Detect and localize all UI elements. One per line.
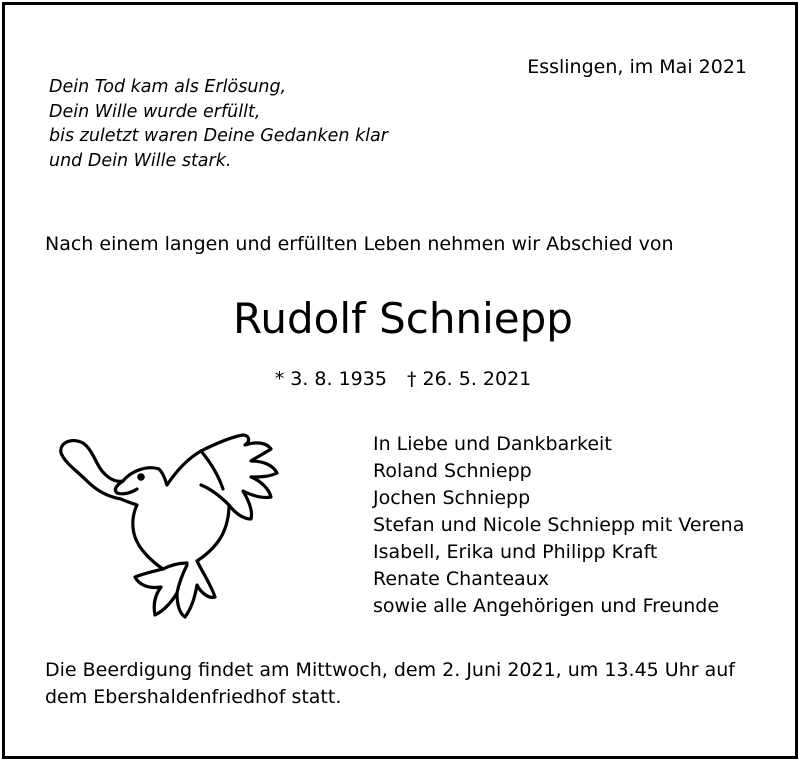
mourner-name: Roland Schniepp — [373, 460, 532, 482]
poem-line: und Dein Wille stark. — [49, 150, 232, 171]
intro-text: Nach einem langen und erfüllten Leben nehmen wir Abschied von — [45, 233, 674, 255]
dove-icon — [51, 433, 291, 619]
poem-line: Dein Wille wurde erfüllt, — [49, 101, 261, 122]
mourner-name: Jochen Schniepp — [373, 487, 531, 509]
poem — [49, 75, 388, 173]
mourners-list — [373, 431, 744, 620]
obituary-notice — [2, 2, 798, 759]
mourner-name: sowie alle Angehörigen und Freunde — [373, 595, 720, 617]
mourner-name: Stefan und Nicole Schniepp mit Verena — [373, 514, 745, 536]
life-dates — [5, 367, 800, 391]
birth-date: * 3. 8. 1935 — [274, 368, 387, 390]
poem-line: bis zuletzt waren Deine Gedanken klar — [49, 126, 388, 146]
dateline: Esslingen, im Mai 2021 — [527, 56, 747, 78]
mourner-name: Renate Chanteaux — [373, 568, 549, 590]
funeral-line: dem Ebershaldenfriedhof statt. — [45, 686, 342, 708]
funeral-line: Die Beerdigung findet am Mittwoch, dem 2. Juni 2021, um 13.45 Uhr auf — [45, 659, 735, 681]
poem-line: Dein Tod kam als Erlösung, — [49, 77, 287, 97]
mourner-name: Isabell, Erika und Philipp Kraft — [373, 541, 658, 563]
deceased-name: Rudolf Schniepp — [233, 294, 573, 343]
closing-phrase: In Liebe und Dankbarkeit — [373, 433, 612, 455]
funeral-notice — [45, 657, 735, 711]
death-date: † 26. 5. 2021 — [406, 368, 532, 390]
